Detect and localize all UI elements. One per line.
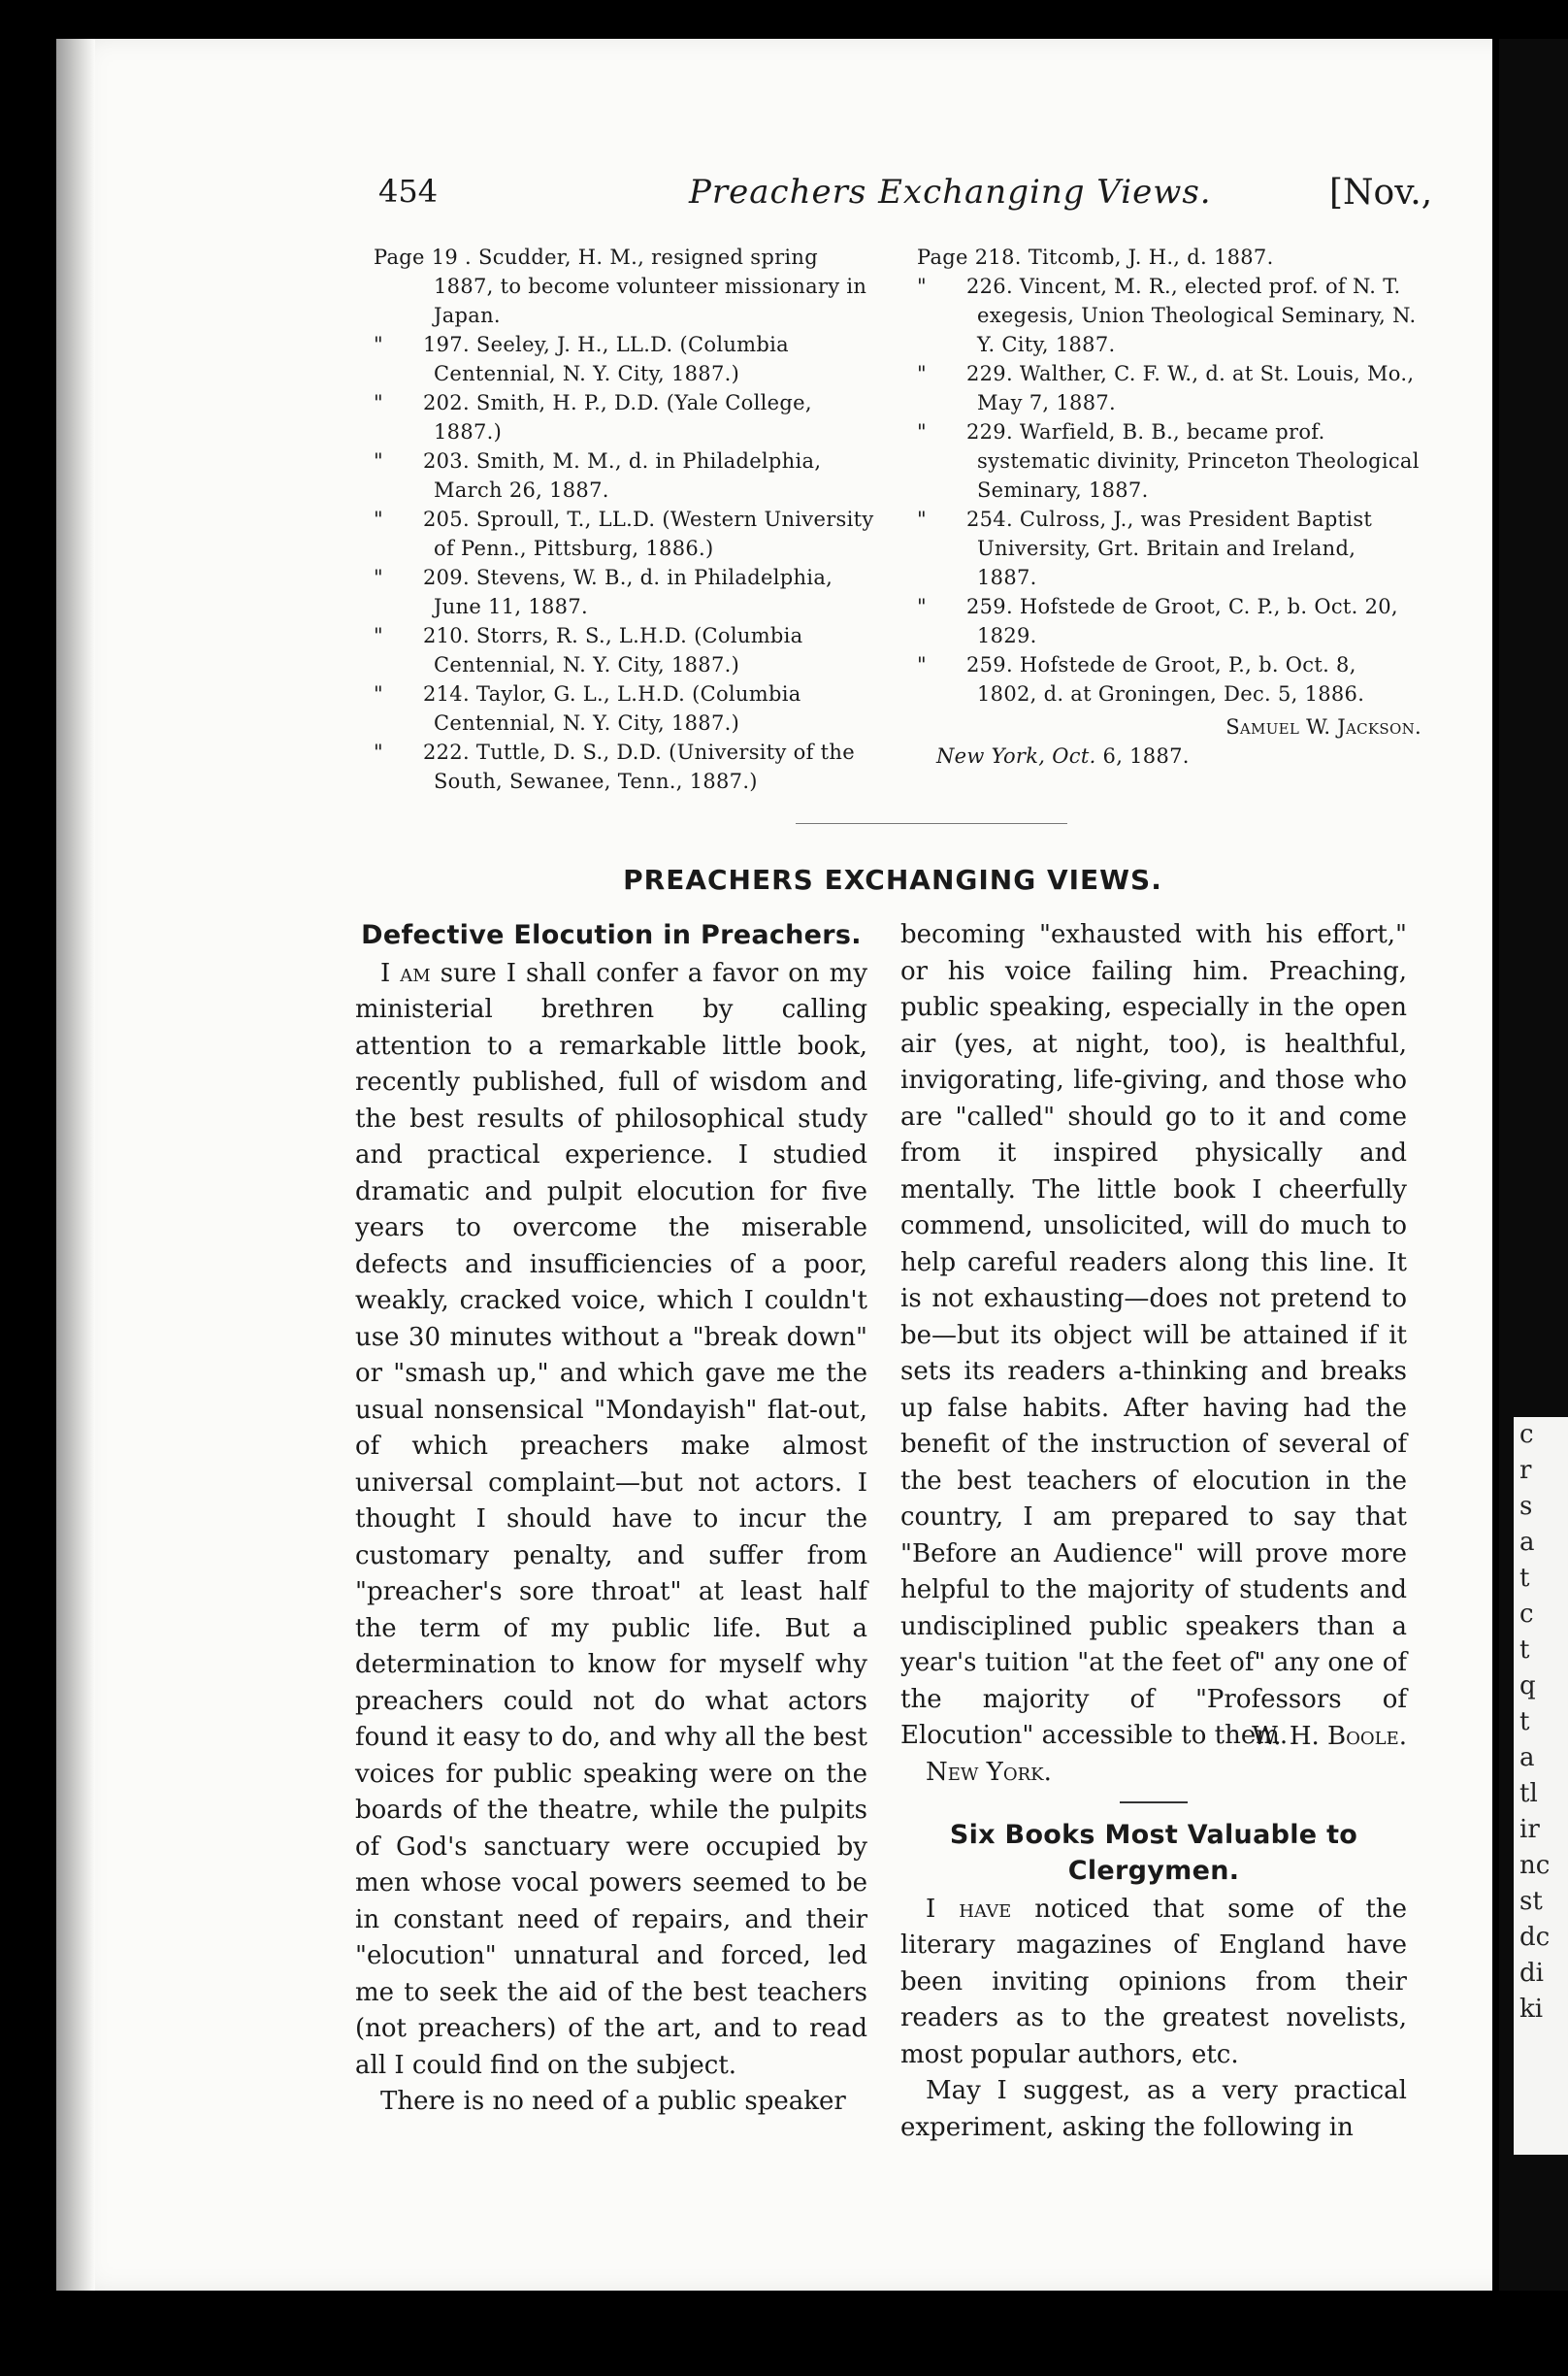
article-column-left [355,917,867,2121]
note-text: Scudder, H. M., resigned spring 1887, to become volunteer missionary in Japan. [434,246,867,327]
note-entry [917,650,1421,709]
notes-column-left [374,243,878,796]
article1-para1-text: sure I shall confer a favor on my ministerial brethren by calling attention to a remarkable little book, recently published, full of wisdom and the best results of philosophical study and practical experience. I studied dramatic and pulpit elocution for five years to overcome the miserable defects and insufficiencies of a poor, weakly, cracked voice, which I couldn't use 30 minutes without a "break down" or "smash up," and which gave me the usual nonsensical "Mondayish" flat-out, of which preachers make almost universal complaint—but not actors. I thought I should have to incur the customary penalty, and suffer from "preacher's sore throat" at least half the term of my public life. But a determination to know for myself why preachers could not do what actors found it easy to do, and why all the best voices for public speaking were on the boards of the theatre, while the pulpits of God's sanctuary were occupied by men whose vocal powers seemed to be in constant need of repairs, and their "elocution" unnatural and forced, led me to seek the aid of the best teachers (not preachers) of the art, and to read all I could find on the subject. [355,958,868,2080]
article2-heading: Six Books Most Valuable to Clergymen. [949,1819,1358,1886]
note-entry [917,243,1421,272]
note-prefix: " [374,624,383,647]
section-divider [796,823,1067,824]
note-prefix: Page 218. [917,246,1022,269]
note-prefix: " [917,653,927,676]
note-prefix: " [917,275,927,298]
note-text: 229. Warfield, B. B., became prof. systematic divinity, Princeton Theological Seminary, 1887. [965,420,1420,502]
facing-page-letter: t [1519,1707,1530,1736]
facing-page-letter: r [1519,1456,1532,1485]
notes-column-right [917,243,1421,771]
note-entry [374,388,878,446]
note-prefix: " [917,508,927,531]
note-text: 229. Walther, C. F. W., d. at St. Louis, Mo., May 7, 1887. [965,362,1415,414]
page-gutter-shadow [56,39,95,2291]
note-entry [374,563,878,621]
facing-page-letter: c [1519,1600,1534,1629]
note-text: 210. Storrs, R. S., L.H.D. (Columbia Centennial, N. Y. City, 1887.) [422,624,803,676]
facing-page-letter: nc [1519,1851,1551,1880]
facing-page-letter: dc [1519,1923,1551,1952]
note-prefix: Page 19 . [374,246,473,269]
notes-date-place: New York, Oct. [936,744,1096,768]
note-entry [374,679,878,738]
notes-signature: Samuel W. Jackson. [1225,715,1421,739]
note-text: Titcomb, J. H., d. 1887. [1028,246,1274,269]
note-text: 259. Hofstede de Groot, C. P., b. Oct. 20, 1829. [965,595,1398,647]
facing-page-letter: t [1519,1635,1530,1665]
note-entry [917,272,1421,359]
note-entry [374,621,878,679]
article1-para2-continued: becoming "exhausted with his effort," or his voice failing him. Preaching, public speaking, especially in the open air (yes, at night, too), is healthful, invigorating, life-giving, and those who are "called" should go to it and come from it inspired physically and mentally. The little book I cheerfully commend, unsolicited, will do much to help careful readers along this line. It is not exhausting—does not pretend to be—but its object will be attained if it sets its readers a-thinking and breaks up false habits. After having had the benefit of the instruction of several of the best teachers of elocution in the country, I am prepared to say that "Before an Audience" will prove more helpful to the majority of students and undisciplined public speakers than a year's tuition "at the feet of" any one of the majority of "Professors of Elocution" accessible to them. [900,920,1407,1750]
article1-para2: There is no need of a public speaker [380,2087,846,2116]
note-entry [917,417,1421,505]
running-title: Preachers Exchanging Views. [689,173,1212,212]
note-text: 254. Culross, J., was President Baptist University, Grt. Britain and Ireland, 1887. [965,508,1373,589]
note-text: 203. Smith, M. M., d. in Philadelphia, March 26, 1887. [422,449,822,502]
section-title: PREACHERS EXCHANGING VIEWS. [623,864,1162,896]
note-text: 197. Seeley, J. H., LL.D. (Columbia Centennial, N. Y. City, 1887.) [422,333,789,385]
running-head [378,173,1465,221]
note-entry [374,738,878,796]
note-entry [374,505,878,563]
article-divider [1120,1801,1188,1803]
facing-page-letter: ki [1519,1995,1544,2024]
note-prefix: " [374,333,383,356]
note-prefix: " [917,595,927,618]
facing-page-letter: di [1519,1959,1544,1988]
note-entry [374,446,878,505]
article2-para1 [900,1892,1407,2074]
facing-page-letter: ir [1519,1815,1540,1844]
note-prefix: " [374,682,383,706]
note-text: 222. Tuttle, D. S., D.D. (University of the South, Sewanee, Tenn., 1887.) [422,741,855,793]
note-prefix: " [374,566,383,589]
note-entry [374,330,878,388]
article2-opening-caps: I have [926,1894,1012,1924]
note-text: 205. Sproull, T., LL.D. (Western University of Penn., Pittsburg, 1886.) [422,508,874,560]
note-entry [917,505,1421,592]
note-prefix: " [917,420,927,444]
note-entry [917,592,1421,650]
article1-author: W. H. Boole. [1252,1721,1407,1751]
note-prefix: " [917,362,927,385]
note-prefix: " [374,508,383,531]
facing-page-letter: a [1519,1528,1535,1557]
page-number: 454 [378,173,439,210]
note-text: 214. Taylor, G. L., L.H.D. (Columbia Centennial, N. Y. City, 1887.) [422,682,801,735]
note-text: 259. Hofstede de Groot, P., b. Oct. 8, 1802, d. at Groningen, Dec. 5, 1886. [965,653,1365,706]
note-entry [917,359,1421,417]
notes-date [936,742,1421,771]
facing-page-fragment [1514,1417,1568,2155]
article1-para1 [355,956,867,2085]
running-month: [Nov., [1329,173,1433,213]
note-prefix: " [374,391,383,414]
note-text: 226. Vincent, M. R., elected prof. of N. T. exegesis, Union Theological Seminary, N. Y. City, 1887. [965,275,1417,356]
article-column-right [900,917,1407,2146]
facing-page-letter: st [1519,1887,1543,1916]
note-prefix: " [374,741,383,764]
article1-heading: Defective Elocution in Preachers. [361,920,862,950]
facing-page-letter: s [1519,1492,1533,1521]
note-text: 202. Smith, H. P., D.D. (Yale College, 1887.) [422,391,812,444]
facing-page-letter: tl [1519,1779,1538,1808]
facing-page-letter: q [1519,1671,1536,1700]
notes-date-day: 6, 1887. [1102,744,1190,768]
note-text: 209. Stevens, W. B., d. in Philadelphia, June 11, 1887. [422,566,833,618]
facing-page-letter: a [1519,1743,1535,1772]
facing-page-letter: t [1519,1564,1530,1593]
article2-para2: May I suggest, as a very practical experiment, asking the following in [900,2076,1407,2142]
facing-page-letter: c [1519,1420,1534,1449]
article2-para1-text: noticed that some of the literary magazines of England have been inviting opinions from their readers as to the greatest novelists, most popular authors, etc. [900,1894,1407,2069]
article1-place: New York. [926,1758,1052,1787]
note-entry [374,243,878,330]
article1-opening-caps: I am [380,958,431,988]
note-prefix: " [374,449,383,473]
